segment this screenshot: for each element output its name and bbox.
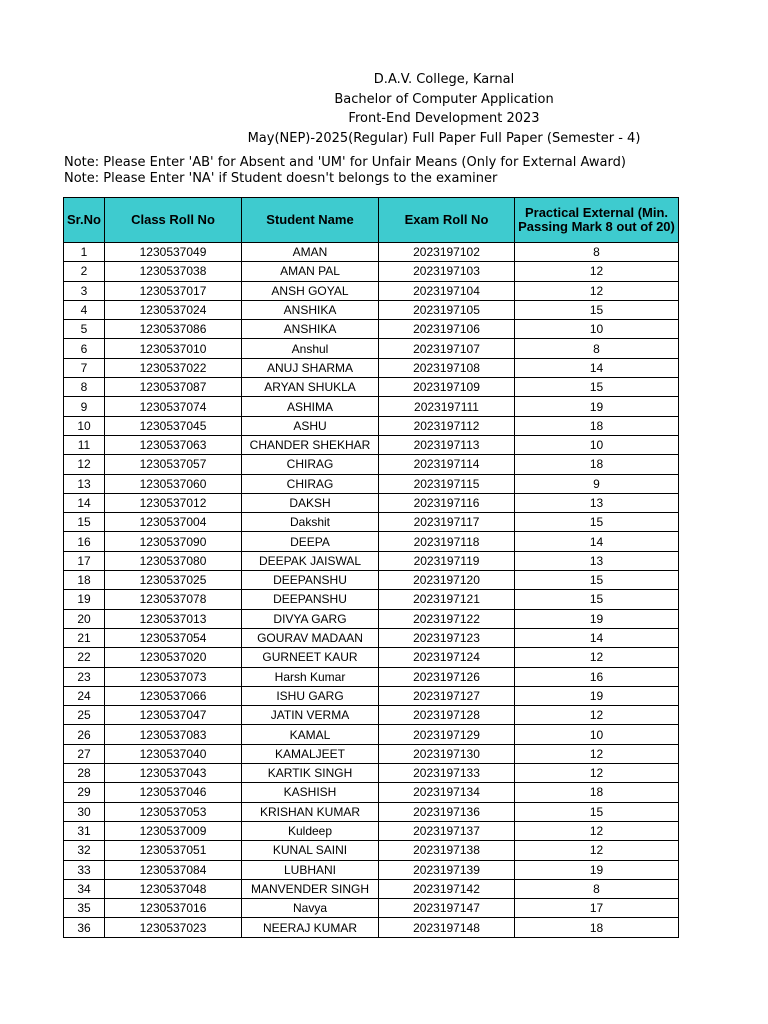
cell-exam-roll: 2023197115 [379, 474, 515, 493]
cell-practical-mark[interactable]: 15 [515, 378, 679, 397]
cell-class-roll: 1230537024 [105, 300, 242, 319]
cell-srno: 25 [64, 706, 105, 725]
cell-srno: 3 [64, 281, 105, 300]
cell-student-name: ASHIMA [242, 397, 379, 416]
cell-practical-mark[interactable]: 8 [515, 339, 679, 358]
table-row [64, 590, 679, 609]
cell-class-roll: 1230537048 [105, 879, 242, 898]
col-header-class-roll: Class Roll No [105, 198, 242, 243]
cell-srno: 27 [64, 744, 105, 763]
cell-srno: 19 [64, 590, 105, 609]
cell-srno: 6 [64, 339, 105, 358]
cell-class-roll: 1230537086 [105, 320, 242, 339]
cell-class-roll: 1230537063 [105, 435, 242, 454]
cell-class-roll: 1230537087 [105, 378, 242, 397]
cell-practical-mark[interactable]: 18 [515, 783, 679, 802]
cell-srno: 21 [64, 628, 105, 647]
cell-srno: 34 [64, 879, 105, 898]
college-name: D.A.V. College, Karnal [373, 72, 515, 87]
cell-practical-mark[interactable]: 15 [515, 513, 679, 532]
cell-exam-roll: 2023197136 [379, 802, 515, 821]
exam-name: May(NEP)-2025(Regular) Full Paper Full Paper (Semester - 4) [247, 130, 641, 146]
cell-class-roll: 1230537054 [105, 628, 242, 647]
cell-student-name: ISHU GARG [242, 686, 379, 705]
cell-class-roll: 1230537020 [105, 648, 242, 667]
cell-exam-roll: 2023197109 [379, 378, 515, 397]
table-row [64, 821, 679, 840]
table-row [64, 802, 679, 821]
cell-student-name: DEEPANSHU [242, 590, 379, 609]
cell-student-name: Anshul [242, 339, 379, 358]
cell-exam-roll: 2023197133 [379, 764, 515, 783]
cell-exam-roll: 2023197147 [379, 899, 515, 918]
table-row [64, 860, 679, 879]
table-row [64, 609, 679, 628]
table-row [64, 918, 679, 937]
note-absent: Note: Please Enter 'AB' for Absent and 'UM' for Unfair Means (Only for External Award) [64, 155, 626, 170]
cell-practical-mark[interactable]: 18 [515, 455, 679, 474]
cell-student-name: Kuldeep [242, 821, 379, 840]
table-row [64, 648, 679, 667]
cell-exam-roll: 2023197117 [379, 513, 515, 532]
cell-practical-mark[interactable]: 19 [515, 686, 679, 705]
cell-srno: 31 [64, 821, 105, 840]
table-row [64, 378, 679, 397]
cell-class-roll: 1230537045 [105, 416, 242, 435]
cell-exam-roll: 2023197142 [379, 879, 515, 898]
cell-student-name: DIVYA GARG [242, 609, 379, 628]
cell-class-roll: 1230537022 [105, 358, 242, 377]
cell-student-name: AMAN [242, 243, 379, 262]
cell-practical-mark[interactable]: 16 [515, 667, 679, 686]
cell-class-roll: 1230537090 [105, 532, 242, 551]
cell-exam-roll: 2023197118 [379, 532, 515, 551]
cell-student-name: GOURAV MADAAN [242, 628, 379, 647]
cell-srno: 15 [64, 513, 105, 532]
cell-practical-mark[interactable]: 14 [515, 628, 679, 647]
cell-practical-mark[interactable]: 12 [515, 262, 679, 281]
table-row [64, 513, 679, 532]
cell-class-roll: 1230537084 [105, 860, 242, 879]
cell-student-name: KARTIK SINGH [242, 764, 379, 783]
cell-exam-roll: 2023197114 [379, 455, 515, 474]
table-body [64, 243, 679, 938]
cell-student-name: Dakshit [242, 513, 379, 532]
table-row [64, 783, 679, 802]
table-row [64, 686, 679, 705]
cell-practical-mark[interactable]: 18 [515, 918, 679, 937]
col-header-exam-roll: Exam Roll No [379, 198, 515, 243]
cell-exam-roll: 2023197116 [379, 493, 515, 512]
cell-srno: 30 [64, 802, 105, 821]
cell-student-name: KUNAL SAINI [242, 841, 379, 860]
table-row [64, 243, 679, 262]
table-row [64, 532, 679, 551]
table-row [64, 493, 679, 512]
cell-practical-mark[interactable]: 10 [515, 435, 679, 454]
cell-class-roll: 1230537023 [105, 918, 242, 937]
cell-practical-mark[interactable]: 12 [515, 648, 679, 667]
cell-exam-roll: 2023197107 [379, 339, 515, 358]
cell-practical-mark[interactable]: 14 [515, 532, 679, 551]
table-row [64, 571, 679, 590]
cell-srno: 2 [64, 262, 105, 281]
cell-student-name: GURNEET KAUR [242, 648, 379, 667]
cell-srno: 10 [64, 416, 105, 435]
cell-student-name: ANUJ SHARMA [242, 358, 379, 377]
cell-practical-mark[interactable]: 8 [515, 879, 679, 898]
cell-srno: 18 [64, 571, 105, 590]
table-row [64, 320, 679, 339]
cell-srno: 23 [64, 667, 105, 686]
table-row [64, 725, 679, 744]
cell-exam-roll: 2023197124 [379, 648, 515, 667]
marks-table [63, 197, 679, 938]
cell-student-name: Harsh Kumar [242, 667, 379, 686]
table-row [64, 899, 679, 918]
document-header [0, 70, 768, 148]
cell-srno: 24 [64, 686, 105, 705]
cell-practical-mark[interactable]: 12 [515, 841, 679, 860]
cell-exam-roll: 2023197128 [379, 706, 515, 725]
cell-exam-roll: 2023197103 [379, 262, 515, 281]
note-na: Note: Please Enter 'NA' if Student doesn't belongs to the examiner [64, 171, 498, 186]
cell-srno: 4 [64, 300, 105, 319]
cell-student-name: NEERAJ KUMAR [242, 918, 379, 937]
cell-class-roll: 1230537083 [105, 725, 242, 744]
cell-practical-mark[interactable]: 17 [515, 899, 679, 918]
cell-exam-roll: 2023197108 [379, 358, 515, 377]
table-row [64, 262, 679, 281]
cell-student-name: KRISHAN KUMAR [242, 802, 379, 821]
cell-class-roll: 1230537025 [105, 571, 242, 590]
cell-srno: 11 [64, 435, 105, 454]
cell-practical-mark[interactable]: 15 [515, 571, 679, 590]
cell-student-name: CHIRAG [242, 474, 379, 493]
cell-practical-mark[interactable]: 15 [515, 590, 679, 609]
cell-class-roll: 1230537049 [105, 243, 242, 262]
cell-class-roll: 1230537078 [105, 590, 242, 609]
cell-srno: 14 [64, 493, 105, 512]
cell-student-name: KAMAL [242, 725, 379, 744]
table-row [64, 879, 679, 898]
cell-exam-roll: 2023197137 [379, 821, 515, 840]
cell-srno: 32 [64, 841, 105, 860]
col-header-srno: Sr.No [64, 198, 105, 243]
cell-practical-mark[interactable]: 12 [515, 706, 679, 725]
table-row [64, 281, 679, 300]
cell-class-roll: 1230537074 [105, 397, 242, 416]
cell-srno: 9 [64, 397, 105, 416]
cell-class-roll: 1230537080 [105, 551, 242, 570]
cell-class-roll: 1230537073 [105, 667, 242, 686]
cell-student-name: KASHISH [242, 783, 379, 802]
cell-srno: 12 [64, 455, 105, 474]
table-row [64, 841, 679, 860]
subject-name: Front-End Development 2023 [348, 111, 540, 126]
cell-class-roll: 1230537013 [105, 609, 242, 628]
cell-student-name: DEEPAK JAISWAL [242, 551, 379, 570]
cell-class-roll: 1230537004 [105, 513, 242, 532]
cell-practical-mark[interactable]: 19 [515, 397, 679, 416]
cell-srno: 8 [64, 378, 105, 397]
cell-student-name: Navya [242, 899, 379, 918]
cell-class-roll: 1230537040 [105, 744, 242, 763]
table-header-row [64, 198, 679, 243]
cell-practical-mark[interactable]: 9 [515, 474, 679, 493]
cell-class-roll: 1230537017 [105, 281, 242, 300]
notes [64, 155, 626, 187]
cell-class-roll: 1230537047 [105, 706, 242, 725]
cell-class-roll: 1230537060 [105, 474, 242, 493]
table-row [64, 628, 679, 647]
cell-practical-mark[interactable]: 19 [515, 860, 679, 879]
cell-practical-mark[interactable]: 14 [515, 358, 679, 377]
cell-exam-roll: 2023197105 [379, 300, 515, 319]
table-row [64, 300, 679, 319]
table-row [64, 706, 679, 725]
table-row [64, 339, 679, 358]
cell-srno: 33 [64, 860, 105, 879]
cell-practical-mark[interactable]: 13 [515, 551, 679, 570]
cell-exam-roll: 2023197113 [379, 435, 515, 454]
cell-class-roll: 1230537046 [105, 783, 242, 802]
cell-class-roll: 1230537038 [105, 262, 242, 281]
cell-practical-mark[interactable]: 12 [515, 821, 679, 840]
cell-student-name: DAKSH [242, 493, 379, 512]
cell-student-name: JATIN VERMA [242, 706, 379, 725]
cell-class-roll: 1230537057 [105, 455, 242, 474]
cell-exam-roll: 2023197130 [379, 744, 515, 763]
cell-exam-roll: 2023197127 [379, 686, 515, 705]
cell-student-name: AMAN PAL [242, 262, 379, 281]
cell-student-name: LUBHANI [242, 860, 379, 879]
cell-practical-mark[interactable]: 10 [515, 725, 679, 744]
cell-class-roll: 1230537066 [105, 686, 242, 705]
cell-srno: 17 [64, 551, 105, 570]
cell-exam-roll: 2023197148 [379, 918, 515, 937]
cell-practical-mark[interactable]: 12 [515, 764, 679, 783]
cell-exam-roll: 2023197126 [379, 667, 515, 686]
cell-exam-roll: 2023197121 [379, 590, 515, 609]
cell-srno: 7 [64, 358, 105, 377]
cell-student-name: CHIRAG [242, 455, 379, 474]
cell-class-roll: 1230537051 [105, 841, 242, 860]
cell-exam-roll: 2023197104 [379, 281, 515, 300]
cell-srno: 35 [64, 899, 105, 918]
table-row [64, 667, 679, 686]
cell-exam-roll: 2023197120 [379, 571, 515, 590]
table-row [64, 474, 679, 493]
cell-class-roll: 1230537053 [105, 802, 242, 821]
cell-srno: 1 [64, 243, 105, 262]
cell-student-name: ANSHIKA [242, 300, 379, 319]
cell-srno: 28 [64, 764, 105, 783]
cell-student-name: ANSHIKA [242, 320, 379, 339]
cell-exam-roll: 2023197138 [379, 841, 515, 860]
table-row [64, 397, 679, 416]
cell-student-name: ASHU [242, 416, 379, 435]
cell-exam-roll: 2023197139 [379, 860, 515, 879]
cell-exam-roll: 2023197102 [379, 243, 515, 262]
cell-student-name: ANSH GOYAL [242, 281, 379, 300]
cell-exam-roll: 2023197122 [379, 609, 515, 628]
col-header-student-name: Student Name [242, 198, 379, 243]
cell-srno: 20 [64, 609, 105, 628]
cell-class-roll: 1230537009 [105, 821, 242, 840]
cell-practical-mark[interactable]: 10 [515, 320, 679, 339]
cell-student-name: KAMALJEET [242, 744, 379, 763]
cell-student-name: DEEPANSHU [242, 571, 379, 590]
table-row [64, 455, 679, 474]
cell-exam-roll: 2023197123 [379, 628, 515, 647]
cell-exam-roll: 2023197106 [379, 320, 515, 339]
cell-class-roll: 1230537043 [105, 764, 242, 783]
col-header-practical-external: Practical External (Min. Passing Mark 8 out of 20) [515, 198, 679, 243]
cell-exam-roll: 2023197119 [379, 551, 515, 570]
cell-srno: 29 [64, 783, 105, 802]
cell-class-roll: 1230537016 [105, 899, 242, 918]
cell-student-name: MANVENDER SINGH [242, 879, 379, 898]
cell-srno: 36 [64, 918, 105, 937]
course-name: Bachelor of Computer Application [334, 91, 554, 107]
cell-exam-roll: 2023197111 [379, 397, 515, 416]
cell-srno: 5 [64, 320, 105, 339]
cell-practical-mark[interactable]: 15 [515, 802, 679, 821]
cell-class-roll: 1230537010 [105, 339, 242, 358]
cell-student-name: ARYAN SHUKLA [242, 378, 379, 397]
cell-practical-mark[interactable]: 18 [515, 416, 679, 435]
cell-srno: 26 [64, 725, 105, 744]
cell-srno: 22 [64, 648, 105, 667]
cell-exam-roll: 2023197129 [379, 725, 515, 744]
table-row [64, 416, 679, 435]
cell-practical-mark[interactable]: 15 [515, 300, 679, 319]
cell-class-roll: 1230537012 [105, 493, 242, 512]
cell-exam-roll: 2023197112 [379, 416, 515, 435]
cell-student-name: DEEPA [242, 532, 379, 551]
cell-srno: 16 [64, 532, 105, 551]
cell-practical-mark[interactable]: 12 [515, 281, 679, 300]
table-row [64, 764, 679, 783]
table-row [64, 551, 679, 570]
cell-practical-mark[interactable]: 8 [515, 243, 679, 262]
table-row [64, 744, 679, 763]
table-row [64, 435, 679, 454]
cell-exam-roll: 2023197134 [379, 783, 515, 802]
table-row [64, 358, 679, 377]
cell-practical-mark[interactable]: 13 [515, 493, 679, 512]
cell-srno: 13 [64, 474, 105, 493]
cell-practical-mark[interactable]: 12 [515, 744, 679, 763]
cell-practical-mark[interactable]: 19 [515, 609, 679, 628]
cell-student-name: CHANDER SHEKHAR [242, 435, 379, 454]
